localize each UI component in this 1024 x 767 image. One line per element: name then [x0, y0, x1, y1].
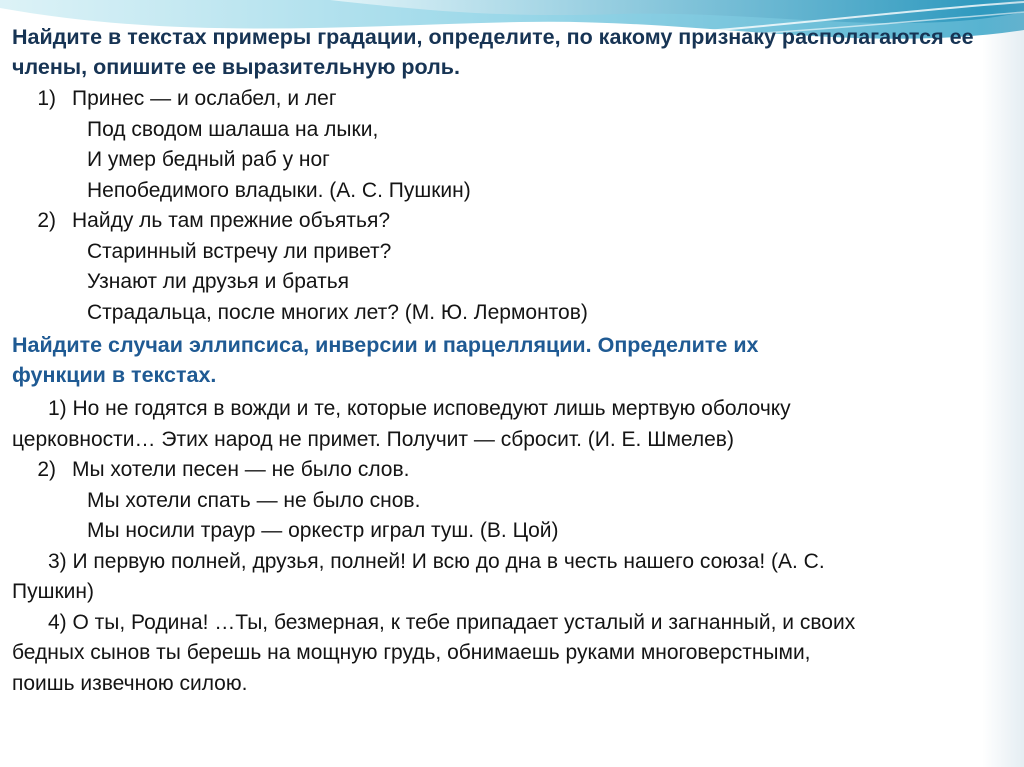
- slide-content: [12, 22, 1002, 699]
- example-number: 2): [37, 458, 56, 481]
- prose-line: поишь извечною силою.: [12, 671, 248, 695]
- verse-line: И умер бедный раб у ног: [87, 148, 330, 171]
- heading-ellipsis-cont: функции в текстах.: [12, 363, 217, 387]
- prose-line: Пушкин): [12, 580, 94, 603]
- prose-line: 1) Но не годятся в вожди и те, которые исповедуют лишь мертвую оболочку: [48, 397, 791, 420]
- example-number: 2): [37, 209, 56, 232]
- example-2: [12, 455, 1002, 486]
- verse-line: Узнают ли друзья и братья: [87, 270, 350, 293]
- example-number: 1): [37, 87, 56, 110]
- verse-line: Страдальца, после многих лет? (М. Ю. Лермонтов): [87, 300, 588, 324]
- ellipsis-examples: [12, 394, 1002, 699]
- verse-line: Старинный встречу ли привет?: [87, 239, 392, 263]
- heading-ellipsis: Найдите случаи эллипсиса, инверсии и парцелляции. Определите их: [12, 333, 759, 357]
- heading-gradation: Найдите в текстах примеры градации, определите, по какому признаку располагаются ее члены, опишите ее выразительную роль.: [12, 25, 974, 79]
- verse-line: Мы хотели спать — не было снов.: [87, 488, 421, 512]
- verse-line: Под сводом шалаша на лыки,: [87, 117, 379, 141]
- verse-line: Принес — и ослабел, и лег: [72, 87, 337, 110]
- example-1: [12, 84, 1002, 115]
- prose-line: церковности… Этих народ не примет. Получит — сбросит. (И. Е. Шмелев): [12, 427, 734, 451]
- prose-line: 4) О ты, Родина! …Ты, безмерная, к тебе припадает усталый и загнанный, и своих: [48, 610, 856, 634]
- verse-line: Мы носили траур — оркестр играл туш. (В. Цой): [87, 519, 559, 542]
- prose-line: бедных сынов ты берешь на мощную грудь, обнимаешь руками многоверстными,: [12, 641, 811, 664]
- verse-line: Непобедимого владыки. (А. С. Пушкин): [87, 178, 471, 202]
- gradation-examples: [12, 84, 1002, 328]
- prose-line: 3) И первую полней, друзья, полней! И всю до дна в честь нашего союза! (А. С.: [48, 549, 825, 573]
- verse-line: Найду ль там прежние объятья?: [72, 209, 391, 232]
- example-2: [12, 206, 1002, 237]
- verse-line: Мы хотели песен — не было слов.: [72, 458, 410, 481]
